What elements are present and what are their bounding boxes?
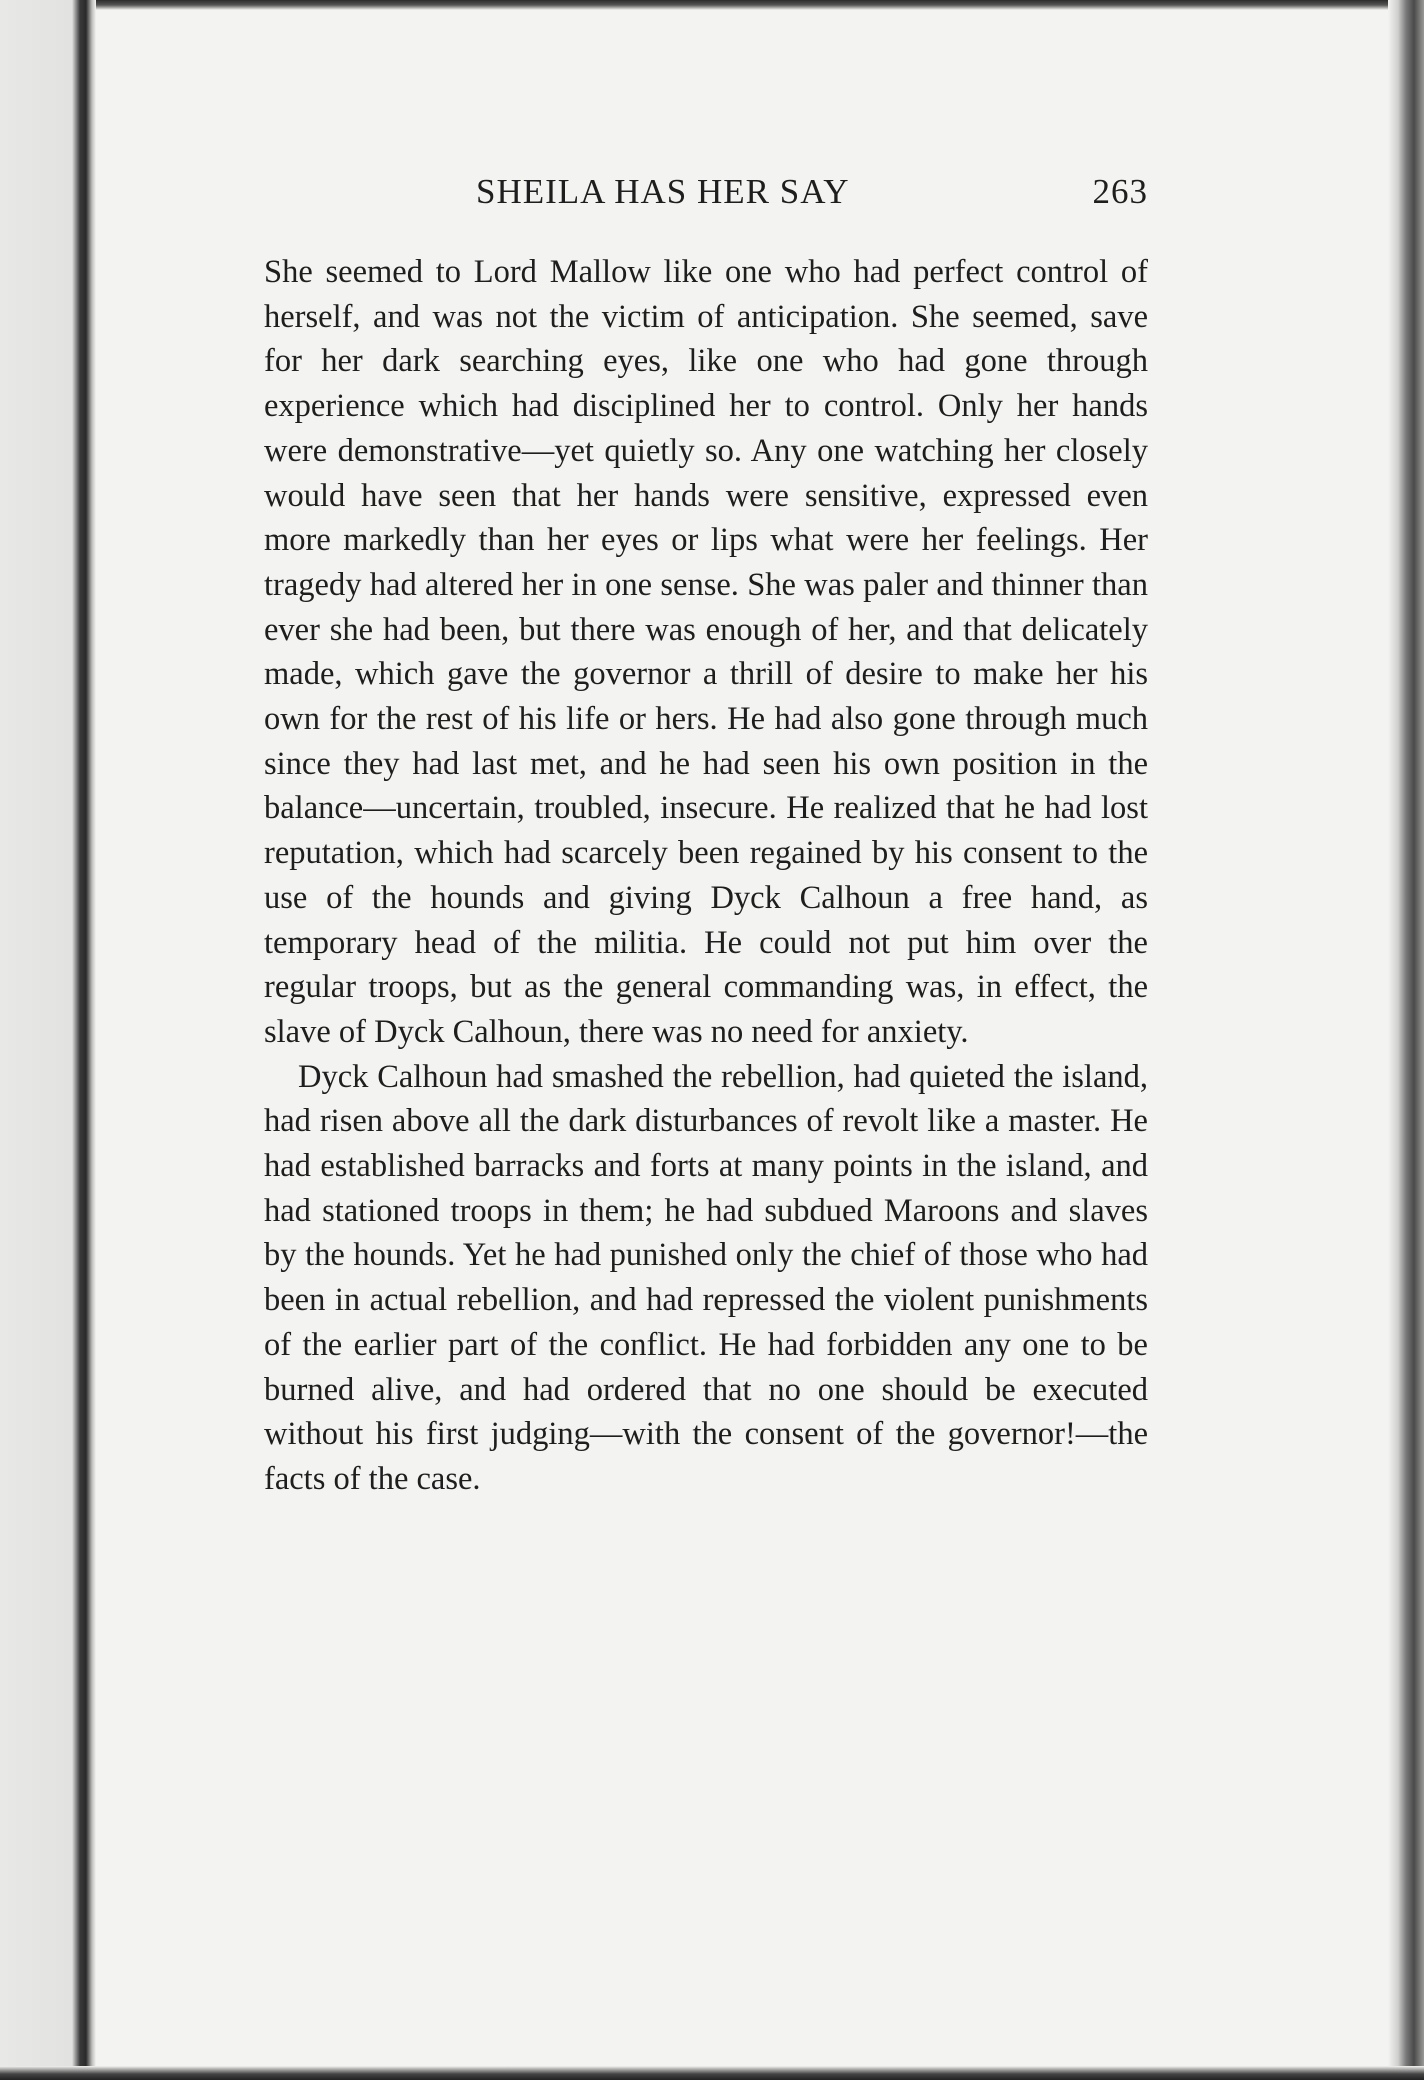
scan-bottom-edge	[0, 2066, 1424, 2080]
page-right-edge	[1388, 0, 1424, 2080]
scan-top-edge	[0, 0, 1424, 10]
paragraph-1: She seemed to Lord Mallow like one who had perfect control of herself, and was not the victim of anticipation. She seemed, save for her dark searching eyes, like one who had gone through experience which had disciplined her to control. Only her hands were demonstrative—yet quietly so. Any one watching her closely would have seen that her hands were sensitive, expressed even more markedly than her eyes or lips what were her feelings. Her tragedy had altered her in one sense. She was paler and thinner than ever she had been, but there was enough of her, and that delicately made, which gave the governor a thrill of desire to make her his own for the rest of his life or hers. He had also gone through much since they had last met, and he had seen his own position in the balance—uncertain, troubled, insecure. He realized that he had lost reputation, which had scarcely been regained by his consent to the use of the hounds and giving Dyck Calhoun a free hand, as temporary head of the militia. He could not put him over the regular troops, but as the general commanding was, in effect, the slave of Dyck Calhoun, there was no need for anxiety.	[264, 254, 1148, 1050]
book-binding-edge	[0, 0, 96, 2080]
paragraph-2: Dyck Calhoun had smashed the rebellion, had quieted the island, had risen above all the dark disturbances of revolt like a master. He had established barracks and forts at many points in the island, and had stationed troops in them; he had subdued Maroons and slaves by the hounds. Yet he had punished only the chief of those who had been in actual rebellion, and had repressed the violent punishments of the earlier part of the conflict. He had forbidden any one to be burned alive, and had ordered that no one should be executed without his first judging—with the consent of the governor!—the facts of the case.	[264, 1058, 1148, 1497]
chapter-title: SHEILA HAS HER SAY	[476, 172, 850, 211]
running-head	[264, 168, 1148, 224]
page-number: 263	[1092, 172, 1148, 211]
body-text	[264, 250, 1148, 1502]
book-page	[264, 168, 1148, 1502]
